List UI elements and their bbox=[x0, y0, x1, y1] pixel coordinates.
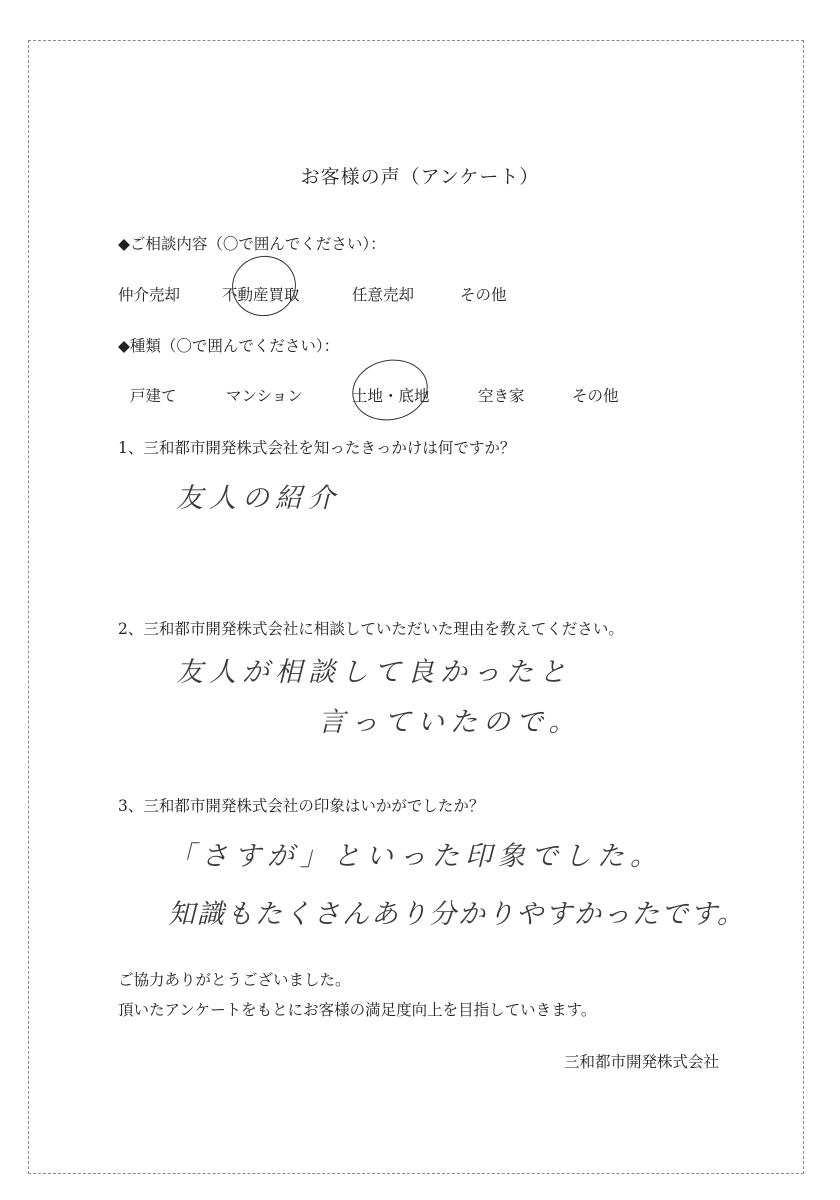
consultation-heading: ◆ご相談内容（〇で囲んでください）： bbox=[118, 235, 386, 253]
company-name: 三和都市開発株式会社 bbox=[564, 1053, 720, 1071]
type-option-vacant-house: 空き家 bbox=[478, 387, 525, 405]
answer-3-line-2: 知識もたくさんあり分かりやすかったです。 bbox=[168, 899, 746, 930]
consultation-option-brokerage: 仲介売却 bbox=[118, 286, 181, 304]
type-option-land: 土地・底地 bbox=[352, 387, 430, 405]
consultation-option-voluntary-sale: 任意売却 bbox=[352, 286, 415, 304]
consultation-option-other: その他 bbox=[460, 286, 507, 304]
answer-3-line-1: 「さすが」といった印象でした。 bbox=[168, 841, 663, 872]
closing-message: 頂いたアンケートをもとにお客様の満足度向上を目指していきます。 bbox=[118, 1001, 597, 1019]
type-heading: ◆種類（〇で囲んでください）： bbox=[118, 337, 340, 355]
question-2: 2、三和都市開発株式会社に相談していただいた理由を教えてください。 bbox=[118, 620, 624, 638]
question-1: 1、三和都市開発株式会社を知ったきっかけは何ですか？ bbox=[118, 439, 516, 457]
type-option-other: その他 bbox=[572, 387, 619, 405]
survey-title: お客様の声（アンケート） bbox=[300, 166, 540, 188]
question-3: 3、三和都市開発株式会社の印象はいかがでしたか？ bbox=[118, 797, 485, 815]
consultation-option-purchase: 不動産買取 bbox=[222, 286, 300, 304]
answer-2-line-1: 友人が相談して良かったと bbox=[176, 657, 572, 688]
type-option-house: 戸建て bbox=[130, 387, 177, 405]
answer-1-line-1: 友人の紹介 bbox=[176, 483, 341, 514]
closing-thanks: ご協力ありがとうございました。 bbox=[118, 971, 351, 989]
answer-2-line-2: 言っていたので。 bbox=[318, 707, 582, 738]
type-option-condo: マンション bbox=[226, 387, 303, 405]
